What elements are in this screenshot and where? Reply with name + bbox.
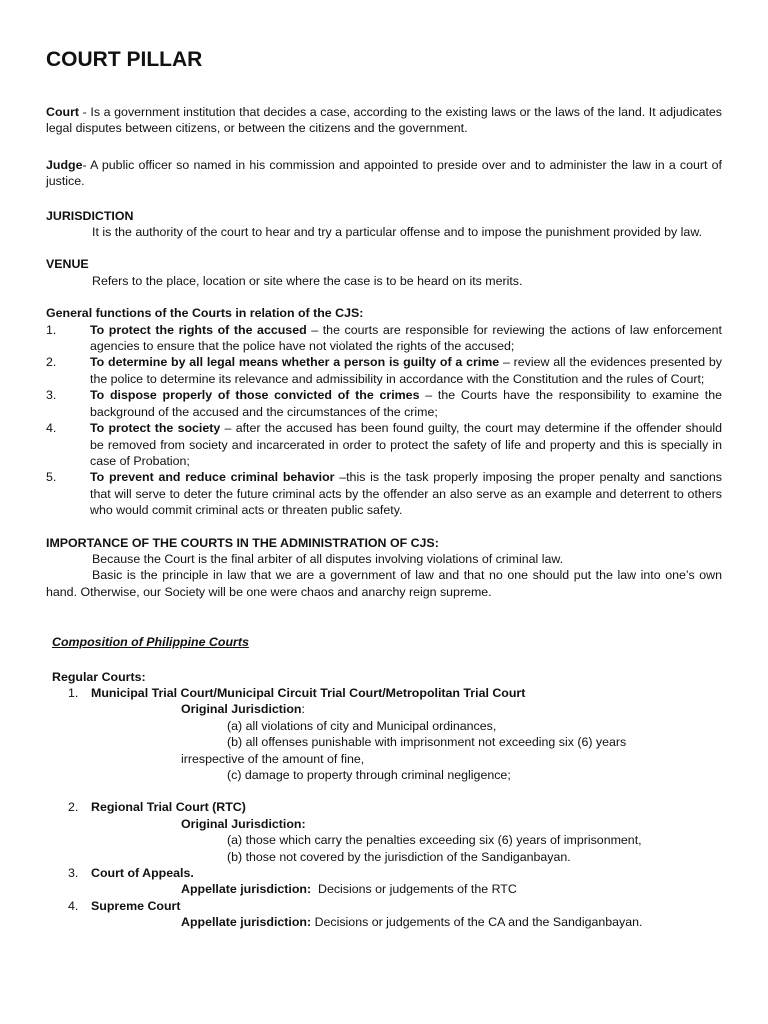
court-name: Municipal Trial Court/Municipal Circuit Trial Court/Metropolitan Trial Court <box>91 685 526 700</box>
regular-courts-heading: Regular Courts: <box>52 669 146 684</box>
original-jurisdiction-label: Original Jurisdiction: <box>181 816 306 831</box>
original-jurisdiction-label: Original Jurisdiction: <box>181 702 305 717</box>
list-item <box>46 420 722 469</box>
judge-definition <box>46 157 722 190</box>
court-def-text: - Is a government institution that decides a case, according to the existing laws or the laws of the land. It adjudicates legal disputes between citizens, or between the citizens and the government. <box>46 105 722 136</box>
list-item-text: –this is the task properly imposing the proper penalty and sanctions that will serve to deter the future criminal acts by the offender an also serve as an example and deterrent to others who would commit criminal acts or threaten public safety. <box>90 470 723 518</box>
court-number: 4. <box>68 898 79 913</box>
importance-paragraph-1: Because the Court is the final arbiter of all disputes involving violations of criminal law. <box>92 551 564 566</box>
venue-heading: VENUE <box>46 257 89 272</box>
list-item-text: – review all the evidences presented by the police to determine its relevance and admissibility in accordance with the Constitution and the rules of Court; <box>90 355 723 386</box>
court-name: Court of Appeals. <box>91 866 194 881</box>
court-item-sc <box>46 898 722 914</box>
list-item-bold: To protect the rights of the accused <box>90 322 307 337</box>
list-number: 5. <box>46 470 57 485</box>
court-name: Regional Trial Court (RTC) <box>91 800 246 815</box>
court-item-mtc <box>46 685 722 701</box>
functions-heading: General functions of the Courts in relation of the CJS: <box>46 306 364 321</box>
jurisdiction-item-b-continued: irrespective of the amount of fine, <box>181 751 365 766</box>
list-item-bold: To dispose properly of those convicted of the crimes <box>90 388 420 403</box>
list-item <box>46 322 722 355</box>
judge-def-text: - A public officer so named in his commission and appointed to preside over and to administer the law in a court of justice. <box>46 157 722 189</box>
importance-heading: IMPORTANCE OF THE COURTS IN THE ADMINISTRATION OF CJS: <box>46 535 439 550</box>
composition-heading: Composition of Philippine Courts <box>52 635 249 650</box>
functions-list <box>46 322 722 519</box>
jurisdiction-item-a: (a) those which carry the penalties exceeding six (6) years of imprisonment, <box>227 833 642 848</box>
jurisdiction-item-b: (b) those not covered by the jurisdiction of the Sandiganbayan. <box>227 849 571 864</box>
list-item <box>46 469 722 518</box>
list-number: 2. <box>46 355 57 370</box>
list-item-text: – the courts are responsible for reviewing the actions of law enforcement agencies to ensure that the police have not violated the rights of the accused; <box>90 322 722 354</box>
jurisdiction-text: It is the authority of the court to hear and try a particular offense and to impose the punishment provided by law. <box>92 225 703 240</box>
list-item-text: – after the accused has been found guilty, the court may determine if the offender should be removed from society and incarcerated in order to protect the safety of life and property and this is specially in case of Probation; <box>90 421 723 468</box>
list-number: 1. <box>46 322 57 337</box>
jurisdiction-item-a: (a) all violations of city and Municipal ordinances, <box>227 718 497 733</box>
jurisdiction-item-b: (b) all offenses punishable with imprisonment not exceeding six (6) years <box>227 735 627 750</box>
importance-paragraph-2: Basic is the principle in law that we are a government of law and that no one should put the law into one’s own hand. Otherwise, our Society will be one were chaos and anarchy reign supreme. <box>46 568 722 599</box>
document-page <box>46 46 722 931</box>
jurisdiction-item-c: (c) damage to property through criminal negligence; <box>227 768 511 782</box>
court-term: Court <box>46 105 80 119</box>
list-item-bold: To determine by all legal means whether a person is guilty of a crime <box>90 355 500 370</box>
court-item-rtc <box>46 799 722 815</box>
court-definition <box>46 104 722 137</box>
list-item-bold: To protect the society <box>90 421 221 436</box>
judge-term: Judge <box>46 157 83 172</box>
court-number: 3. <box>68 866 79 881</box>
appellate-jurisdiction-line: Appellate jurisdiction: Decisions or judgements of the CA and the Sandiganbayan. <box>181 915 643 930</box>
list-number: 4. <box>46 421 57 436</box>
list-item <box>46 387 722 420</box>
appellate-jurisdiction-line: Appellate jurisdiction: Decisions or judgements of the RTC <box>181 882 517 897</box>
list-number: 3. <box>46 388 57 403</box>
list-item-text: – the Courts have the responsibility to examine the background of the accused and the circumstances of the crime; <box>90 388 722 419</box>
page-title: COURT PILLAR <box>46 48 203 71</box>
list-item-bold: To prevent and reduce criminal behavior <box>90 470 335 485</box>
court-name: Supreme Court <box>91 898 181 913</box>
court-number: 1. <box>68 685 79 700</box>
court-number: 2. <box>68 800 79 815</box>
court-item-ca <box>46 865 722 881</box>
venue-text: Refers to the place, location or site where the case is to be heard on its merits. <box>92 273 523 288</box>
list-item <box>46 354 722 387</box>
jurisdiction-heading: JURISDICTION <box>46 208 134 223</box>
